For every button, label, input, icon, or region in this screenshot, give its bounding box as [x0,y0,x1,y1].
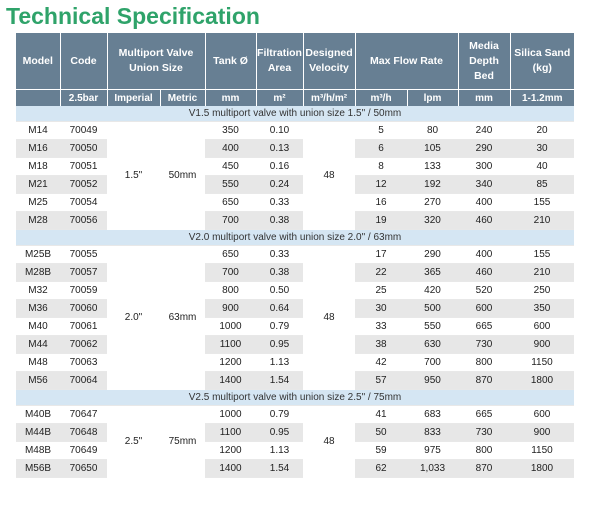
cell-media: 460 [458,212,510,230]
cell-model: M56 [16,372,60,390]
cell-tank: 550 [205,176,256,194]
table-row [16,406,574,424]
table-row [16,282,574,300]
cell-filtration: 0.95 [256,336,303,354]
cell-code: 70060 [60,300,107,318]
cell-tank: 900 [205,300,256,318]
header-code: Code [60,33,107,90]
cell-media: 665 [458,406,510,424]
cell-imperial: 1.5" [107,122,160,230]
cell-flow-lpm: 365 [407,264,458,282]
cell-flow-lpm: 420 [407,282,458,300]
cell-media: 400 [458,194,510,212]
cell-filtration: 1.54 [256,372,303,390]
cell-filtration: 0.50 [256,282,303,300]
cell-silica: 1800 [510,460,574,478]
cell-media: 800 [458,354,510,372]
cell-media: 600 [458,300,510,318]
cell-flow-lpm: 833 [407,424,458,442]
cell-flow-m3h: 25 [355,282,407,300]
cell-filtration: 0.13 [256,140,303,158]
section-label: V2.5 multiport valve with union size 2.5" / 75mm [16,390,574,406]
cell-silica: 85 [510,176,574,194]
cell-velocity: 48 [303,406,355,478]
cell-model: M21 [16,176,60,194]
table-row [16,424,574,442]
cell-tank: 1100 [205,424,256,442]
table-row [16,140,574,158]
spec-table-body [16,106,574,478]
cell-code: 70056 [60,212,107,230]
cell-silica: 210 [510,264,574,282]
cell-code: 70057 [60,264,107,282]
cell-code: 70061 [60,318,107,336]
cell-code: 70649 [60,442,107,460]
cell-silica: 1150 [510,442,574,460]
header-silica: Silica Sand (kg) [510,33,574,90]
cell-media: 870 [458,460,510,478]
unit-tank: mm [205,90,256,107]
cell-code: 70062 [60,336,107,354]
cell-silica: 600 [510,406,574,424]
spec-table [16,33,574,478]
cell-code: 70050 [60,140,107,158]
unit-imperial: Imperial [107,90,160,107]
cell-tank: 650 [205,194,256,212]
cell-tank: 1400 [205,372,256,390]
cell-tank: 1400 [205,460,256,478]
cell-model: M16 [16,140,60,158]
cell-silica: 155 [510,246,574,264]
cell-flow-m3h: 17 [355,246,407,264]
cell-silica: 1150 [510,354,574,372]
cell-filtration: 0.79 [256,406,303,424]
header-velocity: Designed Velocity [303,33,355,90]
table-row [16,194,574,212]
cell-tank: 1200 [205,442,256,460]
section-label: V1.5 multiport valve with union size 1.5" / 50mm [16,106,574,122]
table-row [16,246,574,264]
cell-media: 290 [458,140,510,158]
cell-silica: 350 [510,300,574,318]
cell-metric: 75mm [160,406,205,478]
cell-model: M36 [16,300,60,318]
cell-code: 70054 [60,194,107,212]
cell-flow-m3h: 30 [355,300,407,318]
cell-tank: 1200 [205,354,256,372]
cell-media: 520 [458,282,510,300]
cell-flow-lpm: 80 [407,122,458,140]
cell-media: 300 [458,158,510,176]
cell-model: M48 [16,354,60,372]
cell-silica: 30 [510,140,574,158]
cell-filtration: 0.16 [256,158,303,176]
cell-velocity: 48 [303,122,355,230]
cell-silica: 600 [510,318,574,336]
table-row [16,158,574,176]
cell-code: 70059 [60,282,107,300]
cell-filtration: 0.24 [256,176,303,194]
cell-model: M40 [16,318,60,336]
cell-flow-m3h: 19 [355,212,407,230]
unit-flow-lpm: lpm [407,90,458,107]
cell-model: M25 [16,194,60,212]
cell-model: M56B [16,460,60,478]
table-row [16,336,574,354]
unit-velocity: m³/h/m² [303,90,355,107]
unit-metric: Metric [160,90,205,107]
cell-flow-lpm: 270 [407,194,458,212]
cell-tank: 350 [205,122,256,140]
section-header-row [16,390,574,406]
cell-media: 870 [458,372,510,390]
cell-media: 460 [458,264,510,282]
cell-flow-lpm: 133 [407,158,458,176]
cell-model: M25B [16,246,60,264]
cell-media: 340 [458,176,510,194]
page-title: Technical Specification [6,3,260,29]
cell-imperial: 2.5" [107,406,160,478]
cell-tank: 1000 [205,318,256,336]
cell-tank: 650 [205,246,256,264]
cell-flow-lpm: 320 [407,212,458,230]
cell-media: 240 [458,122,510,140]
table-row [16,460,574,478]
cell-media: 400 [458,246,510,264]
cell-model: M18 [16,158,60,176]
unit-code: 2.5bar [60,90,107,107]
cell-velocity: 48 [303,246,355,390]
cell-media: 730 [458,424,510,442]
cell-flow-lpm: 950 [407,372,458,390]
cell-model: M32 [16,282,60,300]
cell-filtration: 0.38 [256,264,303,282]
cell-flow-lpm: 975 [407,442,458,460]
cell-code: 70064 [60,372,107,390]
cell-silica: 40 [510,158,574,176]
cell-silica: 900 [510,424,574,442]
cell-model: M28B [16,264,60,282]
header-valve: Multiport Valve Union Size [107,33,205,90]
cell-flow-m3h: 8 [355,158,407,176]
cell-silica: 900 [510,336,574,354]
header-model: Model [16,33,60,90]
table-row [16,442,574,460]
cell-filtration: 0.33 [256,194,303,212]
header-filtration: Filtration Area [256,33,303,90]
table-row [16,264,574,282]
cell-code: 70052 [60,176,107,194]
cell-silica: 155 [510,194,574,212]
cell-model: M28 [16,212,60,230]
cell-flow-lpm: 1,033 [407,460,458,478]
cell-model: M40B [16,406,60,424]
cell-filtration: 1.13 [256,354,303,372]
cell-tank: 1000 [205,406,256,424]
cell-flow-m3h: 57 [355,372,407,390]
cell-code: 70648 [60,424,107,442]
cell-flow-m3h: 42 [355,354,407,372]
cell-model: M14 [16,122,60,140]
cell-tank: 800 [205,282,256,300]
table-row [16,354,574,372]
cell-model: M44B [16,424,60,442]
cell-flow-lpm: 192 [407,176,458,194]
header-tank: Tank Ø [205,33,256,90]
cell-tank: 700 [205,264,256,282]
cell-flow-lpm: 290 [407,246,458,264]
cell-flow-m3h: 12 [355,176,407,194]
cell-flow-lpm: 105 [407,140,458,158]
cell-code: 70647 [60,406,107,424]
table-row [16,176,574,194]
cell-code: 70049 [60,122,107,140]
cell-media: 665 [458,318,510,336]
section-label: V2.0 multiport valve with union size 2.0" / 63mm [16,230,574,246]
cell-tank: 450 [205,158,256,176]
cell-filtration: 1.54 [256,460,303,478]
cell-flow-m3h: 50 [355,424,407,442]
cell-filtration: 0.64 [256,300,303,318]
cell-flow-lpm: 683 [407,406,458,424]
cell-flow-m3h: 62 [355,460,407,478]
section-header-row [16,106,574,122]
cell-model: M44 [16,336,60,354]
unit-silica: 1-1.2mm [510,90,574,107]
cell-flow-lpm: 700 [407,354,458,372]
cell-code: 70650 [60,460,107,478]
cell-flow-m3h: 5 [355,122,407,140]
cell-silica: 250 [510,282,574,300]
cell-filtration: 0.79 [256,318,303,336]
cell-flow-m3h: 38 [355,336,407,354]
cell-model: M48B [16,442,60,460]
cell-filtration: 0.33 [256,246,303,264]
table-row [16,318,574,336]
cell-filtration: 0.10 [256,122,303,140]
cell-flow-lpm: 500 [407,300,458,318]
cell-filtration: 1.13 [256,442,303,460]
cell-tank: 700 [205,212,256,230]
cell-silica: 1800 [510,372,574,390]
cell-flow-m3h: 6 [355,140,407,158]
cell-code: 70063 [60,354,107,372]
unit-filtration: m² [256,90,303,107]
table-row [16,372,574,390]
cell-flow-m3h: 22 [355,264,407,282]
cell-media: 800 [458,442,510,460]
unit-media: mm [458,90,510,107]
cell-flow-lpm: 630 [407,336,458,354]
cell-code: 70051 [60,158,107,176]
unit-flow-m3h: m³/h [355,90,407,107]
cell-silica: 210 [510,212,574,230]
cell-filtration: 0.95 [256,424,303,442]
table-row [16,122,574,140]
cell-flow-m3h: 41 [355,406,407,424]
cell-flow-m3h: 33 [355,318,407,336]
cell-media: 730 [458,336,510,354]
cell-filtration: 0.38 [256,212,303,230]
table-row [16,212,574,230]
cell-tank: 400 [205,140,256,158]
table-row [16,300,574,318]
section-header-row [16,230,574,246]
cell-imperial: 2.0" [107,246,160,390]
cell-flow-m3h: 59 [355,442,407,460]
cell-flow-lpm: 550 [407,318,458,336]
header-flow: Max Flow Rate [355,33,458,90]
cell-metric: 50mm [160,122,205,230]
cell-silica: 20 [510,122,574,140]
header-media: Media Depth Bed [458,33,510,90]
cell-metric: 63mm [160,246,205,390]
cell-tank: 1100 [205,336,256,354]
unit-blank [16,90,60,107]
cell-code: 70055 [60,246,107,264]
cell-flow-m3h: 16 [355,194,407,212]
